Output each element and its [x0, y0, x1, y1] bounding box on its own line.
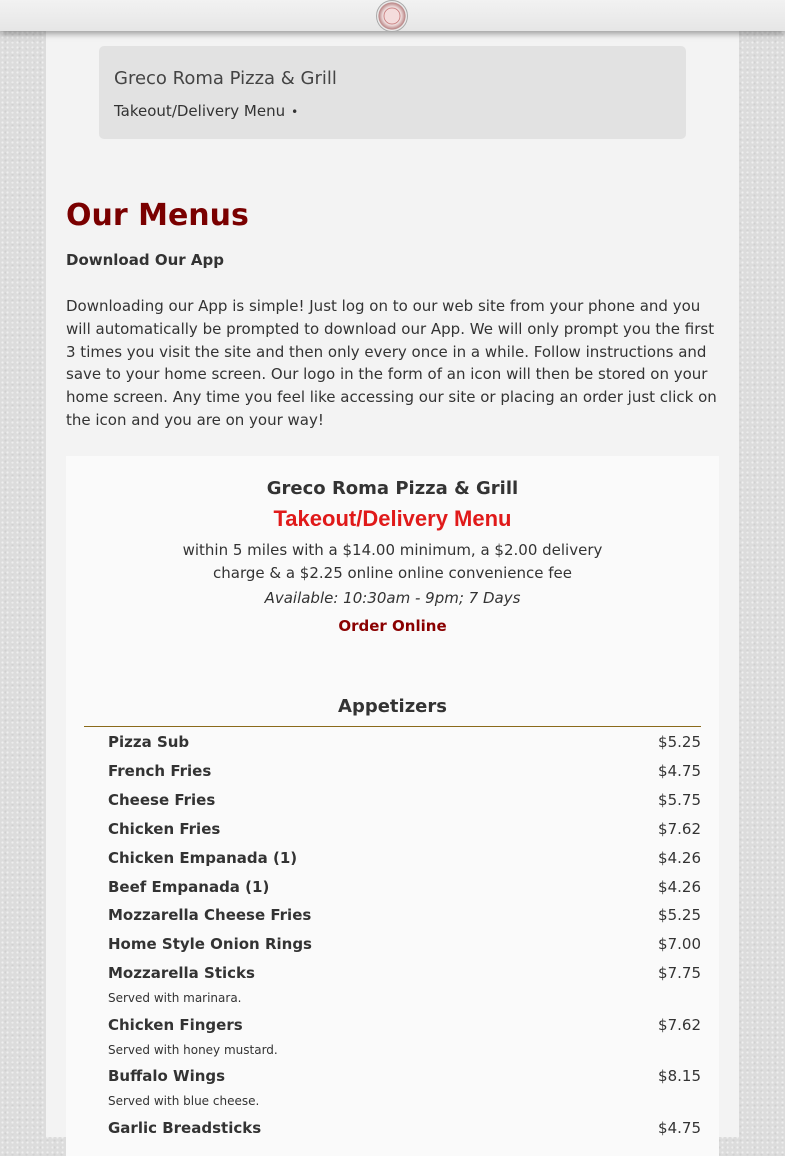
menu-item-name: Garlic Breadsticks [108, 1119, 262, 1137]
menu-item-name: Home Style Onion Rings [108, 935, 312, 953]
breadcrumb [99, 46, 686, 139]
menu-item-price: $5.75 [658, 791, 701, 809]
menu-item-price: $7.00 [658, 935, 701, 953]
menu-item-name: Mozzarella Sticks [108, 964, 255, 982]
menu-item-price: $8.15 [658, 1067, 701, 1085]
menu-hours: Available: 10:30am - 9pm; 7 Days [264, 589, 521, 607]
menu-item-price: $7.75 [658, 964, 701, 982]
menu-item-name: Buffalo Wings [108, 1067, 226, 1085]
menu-item-price: $7.62 [658, 1016, 701, 1034]
breadcrumb-separator: • [291, 105, 299, 119]
menu-item-price: $5.25 [658, 733, 701, 751]
download-app-heading: Download Our App [66, 251, 224, 269]
section-title-appetizers: Appetizers [338, 696, 447, 717]
menu-delivery-info: within 5 miles with a $14.00 minimum, a $2.00 delivery charge & a $2.25 online online convenience fee [182, 541, 603, 582]
top-bar [0, 0, 785, 31]
breadcrumb-site-name[interactable]: Greco Roma Pizza & Grill [114, 68, 337, 89]
menu-item-price: $7.62 [658, 820, 701, 838]
menu-item-description: Served with honey mustard. [108, 1043, 278, 1057]
menu-item-price: $4.26 [658, 878, 701, 896]
menu-item-name: Beef Empanada (1) [108, 878, 270, 896]
menu-name: Takeout/Delivery Menu [273, 506, 512, 531]
menu-item-name: Cheese Fries [108, 791, 216, 809]
content-panel [46, 31, 739, 1137]
menu-item-description: Served with blue cheese. [108, 1094, 260, 1108]
section-divider [84, 726, 701, 727]
menu-item-name: French Fries [108, 762, 212, 780]
breadcrumb-current-label[interactable]: Takeout/Delivery Menu [114, 102, 286, 120]
breadcrumb-current [114, 102, 298, 120]
download-app-text: Downloading our App is simple! Just log on to our web site from your phone and you will automatically be prompted to download our App. We will only prompt you the first 3 times you visit the site and then only every once in a while. Follow instructions and save to your home screen. Our logo in the form of an icon will then be stored on your home screen. Any time you feel like accessing our site or placing an order just click on the icon and you are on your way! [66, 297, 717, 429]
restaurant-logo-icon[interactable] [376, 0, 408, 32]
menu-item-price: $4.75 [658, 1119, 701, 1137]
menu-restaurant-name: Greco Roma Pizza & Grill [266, 478, 519, 499]
menu-item-price: $4.75 [658, 762, 701, 780]
menu-item-price: $5.25 [658, 906, 701, 924]
order-online-link[interactable]: Order Online [338, 617, 447, 635]
menu-item-name: Chicken Fingers [108, 1016, 243, 1034]
menu-item-description: Served with marinara. [108, 991, 242, 1005]
menu-card [66, 456, 719, 1156]
menu-item-name: Chicken Empanada (1) [108, 849, 298, 867]
page-title: Our Menus [66, 198, 249, 233]
menu-item-name: Mozzarella Cheese Fries [108, 906, 312, 924]
menu-item-price: $4.26 [658, 849, 701, 867]
menu-item-name: Pizza Sub [108, 733, 190, 751]
menu-item-name: Chicken Fries [108, 820, 221, 838]
